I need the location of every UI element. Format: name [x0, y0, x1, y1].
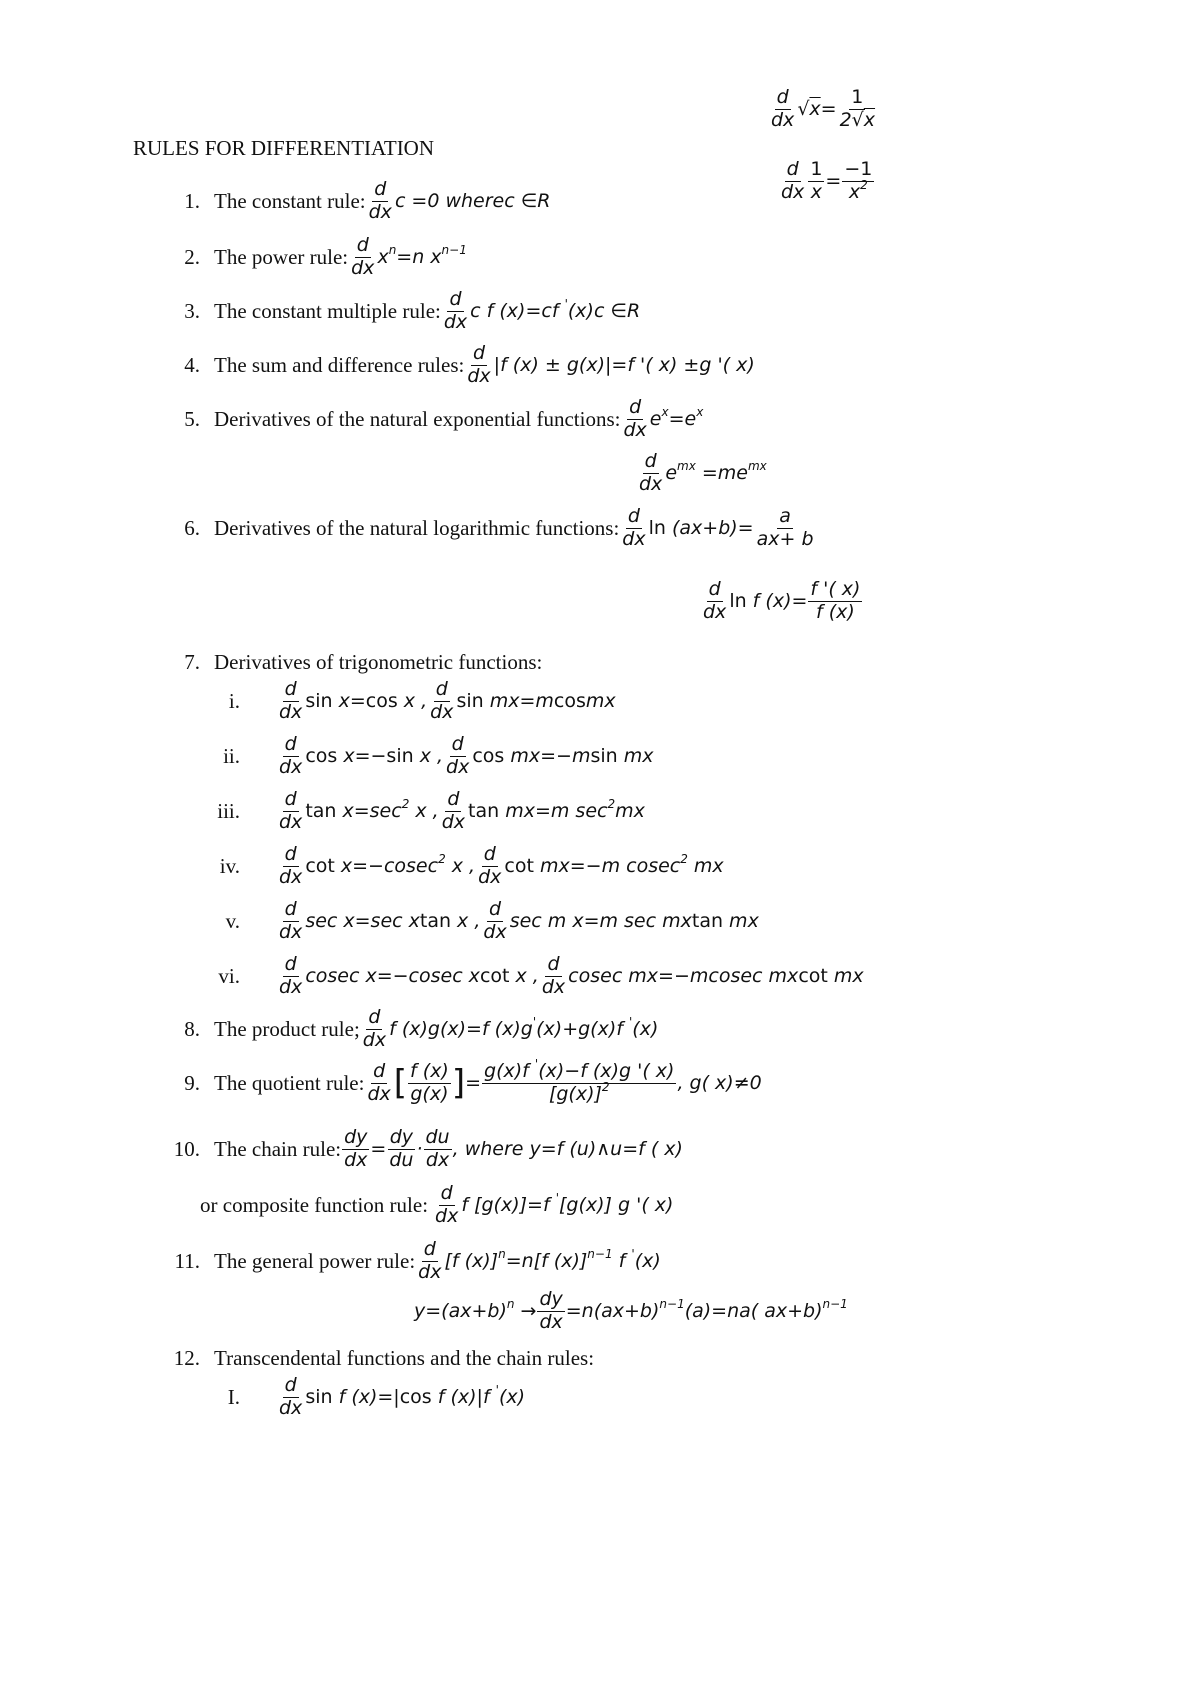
rule-number: 9.	[184, 1070, 200, 1095]
rule-label: Transcendental functions and the chain rules:	[214, 1346, 595, 1370]
roman-numeral: v.	[225, 908, 240, 933]
rule-number: 8.	[184, 1016, 200, 1041]
rule-label: The product rule;	[214, 1016, 360, 1041]
trig-i: i. d dx sin x= cos x , d dx sin mx=m cos mx	[180, 680, 616, 723]
formula-sqrt: d dx √x= $\frac{1}{2√x}$	[771, 86, 876, 131]
rule-2: 2. The power rule: d dx $x^n=n$ $x^{n-1}$	[152, 236, 467, 279]
rule-number: 4.	[184, 352, 200, 377]
rule-number: 2.	[184, 244, 200, 269]
rule-6-formula-2: d dx ln f (x)= $\frac{f '( x)}{f (x)}$	[703, 578, 861, 623]
rule-label: Derivatives of trigonometric functions:	[214, 650, 543, 674]
transcendental-I: I. d dx sin f (x)=| cos f (x)|f '(x)	[180, 1376, 525, 1419]
trig-ii: ii. d dx cos x=− sin x , d dx cos mx=−m sin mx	[180, 735, 654, 778]
rule-7	[152, 650, 542, 675]
rule-number: 11.	[174, 1248, 200, 1273]
rule-number: 5.	[184, 406, 200, 431]
rule-label: The quotient rule:	[214, 1070, 365, 1095]
rule-8: 8. The product rule; d dx f (x)g(x)=f (x)g'(x)+g(x)f '(x)	[152, 1008, 658, 1051]
rule-12	[152, 1346, 594, 1371]
roman-numeral: ii.	[223, 743, 240, 768]
rule-number: 10.	[173, 1136, 200, 1161]
rule-10-composite: or composite function rule: d dx f [g(x)]=f '[g(x)] g '( x)	[200, 1182, 674, 1227]
rule-label: Derivatives of the natural exponential functions:	[214, 406, 621, 431]
rule-number: 6.	[184, 515, 200, 540]
roman-numeral: i.	[228, 688, 240, 713]
rule-label: The constant rule:	[214, 188, 366, 213]
rule-1: 1. The constant rule: d dx c =0 wherec ∈R	[152, 180, 550, 223]
rule-label: The constant multiple rule:	[214, 298, 441, 323]
rule-label: The chain rule:	[214, 1136, 342, 1161]
rule-11-example: $y=(ax+b)^n$ → $\frac{dy}{dx}$ $=n(ax+b)^{n-1}(a)=na$( ax+b)$^{n-1}$	[414, 1288, 848, 1333]
roman-numeral: vi.	[218, 963, 240, 988]
rule-label: The power rule:	[214, 244, 349, 269]
rule-5-formula-2: d dx $e^{mx} =me^{mx}$	[639, 450, 767, 495]
rule-number: 3.	[184, 298, 200, 323]
rule-6: 6. Derivatives of the natural logarithmic functions: d dx ln (ax+b)= $\frac{a}{ax+ b}$	[152, 507, 817, 550]
roman-numeral: iii.	[217, 798, 240, 823]
rule-number: 7.	[184, 650, 200, 674]
rule-label: or composite function rule:	[200, 1192, 429, 1217]
rule-11: 11. The general power rule: d dx [f (x)]$^n$=n[f (x)]$^{n-1}$ f '(x)	[152, 1240, 661, 1283]
roman-numeral: I.	[227, 1384, 240, 1409]
trig-iv: iv. d dx cot x=−cosec$^2$ x , d dx cot mx=−m cosec$^2$ mx	[180, 845, 724, 888]
rule-3: 3. The constant multiple rule: d dx c f (x)=cf '(x)c ∈R	[152, 290, 640, 333]
rule-9: 9. The quotient rule: d dx [ f (x) g(x) ] = $\frac{g(x)f '(x)-f (x)g '( x)}{[g(x)]^2}$ , g( x)≠0	[152, 1062, 762, 1105]
rule-4: 4. The sum and difference rules: d dx |f (x) ± g(x)|=f '( x) ±g '( x)	[152, 344, 755, 387]
roman-numeral: iv.	[219, 853, 240, 878]
rule-label: Derivatives of the natural logarithmic functions:	[214, 515, 620, 540]
rule-number: 12.	[173, 1346, 200, 1370]
page-title: RULES FOR DIFFERENTIATION	[133, 136, 435, 160]
rule-label: The sum and difference rules:	[214, 352, 465, 377]
trig-vi: vi. d dx cosec x=−cosec x cot x , d dx cosec mx=−mcosec mx cot mx	[180, 955, 864, 998]
rule-10: 10. The chain rule: $\frac{dy}{dx}$ = $\frac{dy}{du}$ · du dx , where y=f (u)∧u=f ( x)	[152, 1128, 683, 1171]
rule-number: 1.	[184, 188, 200, 213]
rule-label: The general power rule:	[214, 1248, 416, 1273]
formula-reciprocal: d dx $\frac{1}{x}$ = $\frac{-1}{x^2}$	[781, 158, 873, 203]
rule-5: 5. Derivatives of the natural exponential functions: d dx $e^x=e^x$	[152, 398, 703, 441]
trig-v: v. d dx sec x=sec x tan x , d dx sec m x=m sec mx tan mx	[180, 900, 759, 943]
trig-iii: iii. d dx tan $x=\sec^2$ x , d dx tan mx=m $\sec^2mx$	[180, 790, 645, 833]
